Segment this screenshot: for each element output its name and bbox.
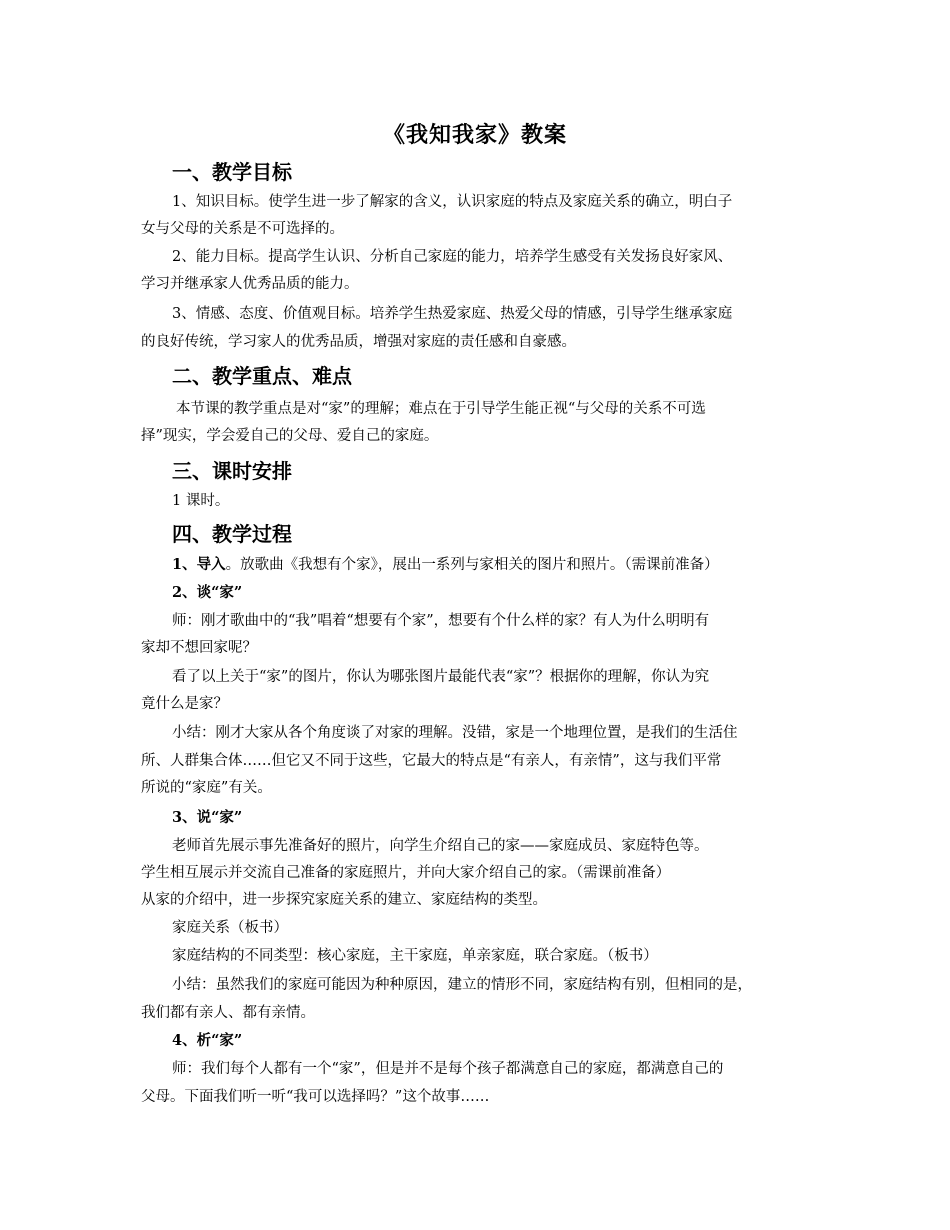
section-heading-key-points: 二、教学重点、难点 [172, 364, 352, 388]
paragraph-line: 家庭关系（板书） [172, 920, 288, 936]
step-3-label: 3、说“家” [172, 809, 243, 826]
paragraph-line: 女与父母的关系是不可选择的。 [141, 221, 344, 237]
paragraph-line: 我们都有亲人、都有亲情。 [141, 1005, 315, 1021]
paragraph-line: 父母。下面我们听一听“我可以选择吗？”这个故事…… [141, 1089, 490, 1105]
paragraph-line: 家庭结构的不同类型：核心家庭，主干家庭，单亲家庭，联合家庭。（板书） [172, 948, 658, 964]
paragraph-line: 2、能力目标。提高学生认识、分析自己家庭的能力，培养学生感受有关发扬良好家风、 [172, 249, 733, 265]
step-1-line [172, 553, 719, 574]
paragraph-line: 的良好传统，学习家人的优秀品质，增强对家庭的责任感和自豪感。 [141, 334, 576, 350]
section-heading-objectives: 一、教学目标 [172, 160, 292, 184]
paragraph-line: 师：我们每个人都有一个“家”，但是并不是每个孩子都满意自己的家庭，都满意自己的 [172, 1061, 724, 1077]
paragraph-line: 小结：刚才大家从各个角度谈了对家的理解。没错，家是一个地理位置，是我们的生活住 [172, 725, 738, 741]
paragraph-line: 学生相互展示并交流自己准备的家庭照片，并向大家介绍自己的家。（需课前准备） [141, 865, 671, 881]
paragraph-line: 家却不想回家呢？ [141, 640, 257, 656]
paragraph-line: 所、人群集合体……但它又不同于这些，它最大的特点是“有亲人，有亲情”，这与我们平常 [141, 753, 722, 769]
step-4-label: 4、析“家” [172, 1032, 243, 1049]
paragraph-line: 3、情感、态度、价值观目标。培养学生热爱家庭、热爱父母的情感，引导学生继承家庭 [172, 306, 733, 322]
section-heading-process: 四、教学过程 [172, 522, 292, 546]
paragraph-line: 师：刚才歌曲中的“我”唱着“想要有个家”，想要有个什么样的家？有人为什么明明有 [172, 613, 710, 629]
section-heading-schedule: 三、课时安排 [172, 459, 292, 483]
paragraph-line: 本节课的教学重点是对“家”的理解；难点在于引导学生能正视“与父母的关系不可选 [176, 401, 706, 417]
paragraph-line: 竟什么是家？ [141, 696, 228, 712]
paragraph-line: 看了以上关于“家”的图片，你认为哪张图片最能代表“家”？根据你的理解，你认为究 [172, 669, 710, 685]
step-2-label: 2、谈“家” [172, 584, 243, 601]
paragraph-line: 1、知识目标。使学生进一步了解家的含义，认识家庭的特点及家庭关系的确立，明白子 [172, 194, 733, 210]
paragraph-line: 择”现实，学会爱自己的父母、爱自己的家庭。 [141, 428, 439, 444]
document-title: 《我知我家》教案 [382, 122, 567, 148]
paragraph-line: 学习并继承家人优秀品质的能力。 [141, 276, 359, 292]
paragraph-line: 所说的“家庭”有关。 [141, 780, 272, 796]
step-1-label: 1、导入 [172, 556, 226, 573]
paragraph-line: 老师首先展示事先准备好的照片，向学生介绍自己的家——家庭成员、家庭特色等。 [172, 838, 709, 854]
paragraph-line: 小结：虽然我们的家庭可能因为种种原因，建立的情形不同，家庭结构有别，但相同的是， [172, 977, 752, 993]
paragraph-line: 1 课时。 [172, 493, 230, 509]
paragraph-line: 从家的介绍中，进一步探究家庭关系的建立、家庭结构的类型。 [141, 892, 547, 908]
step-1-text: 。放歌曲《我想有个家》，展出一系列与家相关的图片和照片。（需课前准备） [225, 557, 719, 573]
